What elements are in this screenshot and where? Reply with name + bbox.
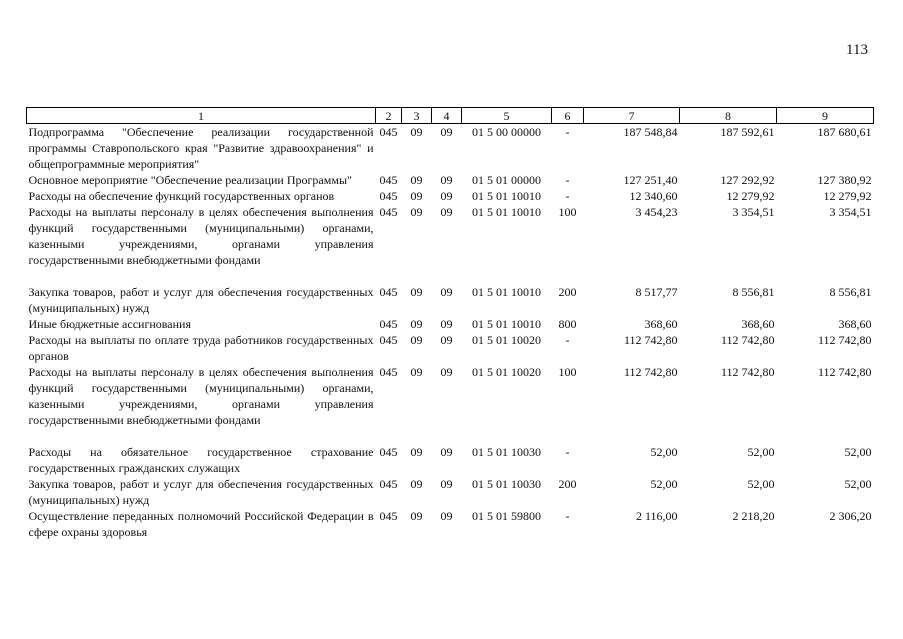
row-value-cell: 112 742,80 bbox=[817, 365, 872, 379]
row-value-cell: - bbox=[565, 445, 570, 459]
row-value-cell: 045 bbox=[379, 125, 398, 139]
table-row bbox=[27, 332, 874, 364]
row-value-cell: 12 279,92 bbox=[726, 189, 775, 203]
row-value-cell: 52,00 bbox=[844, 445, 872, 459]
table-body bbox=[27, 124, 874, 541]
row-value-cell: 045 bbox=[379, 445, 398, 459]
column-header: 2 bbox=[376, 108, 402, 124]
row-spacer bbox=[27, 428, 874, 444]
row-value-cell: 52,00 bbox=[650, 477, 678, 491]
row-value-cell: 01 5 01 00000 bbox=[472, 173, 541, 187]
row-value-cell: 09 bbox=[440, 317, 453, 331]
row-value-cell: 01 5 01 10010 bbox=[472, 285, 541, 299]
row-value-cell: 09 bbox=[440, 205, 453, 219]
row-value-cell: 100 bbox=[558, 365, 577, 379]
row-value-cell: 127 292,92 bbox=[720, 173, 775, 187]
table-row bbox=[27, 172, 874, 188]
spacer-cell bbox=[27, 268, 874, 284]
row-value-cell: 09 bbox=[410, 333, 423, 347]
table-row bbox=[27, 124, 874, 173]
table-row bbox=[27, 316, 874, 332]
row-value-cell: 112 742,80 bbox=[817, 333, 872, 347]
row-value-cell: 01 5 01 10020 bbox=[472, 333, 541, 347]
row-value-cell: - bbox=[565, 509, 570, 523]
column-header: 8 bbox=[680, 108, 777, 124]
row-name-cell: Расходы на выплаты персоналу в целях обеспечения выполнения функций государственными (муниципальными) органами, казенными учреждениями, органами управления государственными внебюджетными фондами bbox=[28, 205, 374, 267]
row-value-cell: 09 bbox=[410, 365, 423, 379]
table-row bbox=[27, 204, 874, 268]
row-name-cell: Закупка товаров, работ и услуг для обеспечения государственных (муниципальных) нужд bbox=[28, 285, 374, 315]
row-value-cell: - bbox=[565, 125, 570, 139]
table-row bbox=[27, 508, 874, 540]
row-value-cell: 112 742,80 bbox=[720, 365, 775, 379]
row-value-cell: 52,00 bbox=[650, 445, 678, 459]
row-value-cell: 045 bbox=[379, 509, 398, 523]
row-value-cell: 09 bbox=[410, 477, 423, 491]
row-value-cell: 01 5 00 00000 bbox=[472, 125, 541, 139]
row-value-cell: 09 bbox=[440, 285, 453, 299]
row-value-cell: 09 bbox=[410, 509, 423, 523]
row-value-cell: 045 bbox=[379, 477, 398, 491]
row-value-cell: 045 bbox=[379, 365, 398, 379]
row-value-cell: 200 bbox=[558, 285, 577, 299]
row-value-cell: 09 bbox=[410, 205, 423, 219]
row-name-cell: Расходы на обеспечение функций государственных органов bbox=[28, 189, 335, 203]
row-value-cell: 8 517,77 bbox=[635, 285, 678, 299]
row-name-cell: Расходы на выплаты по оплате труда работников государственных органов bbox=[28, 333, 374, 363]
row-value-cell: 045 bbox=[379, 333, 398, 347]
row-value-cell: 52,00 bbox=[747, 445, 775, 459]
row-name-cell: Основное мероприятие "Обеспечение реализации Программы" bbox=[28, 173, 352, 187]
row-spacer bbox=[27, 268, 874, 284]
row-value-cell: 3 354,51 bbox=[829, 205, 872, 219]
row-value-cell: 09 bbox=[410, 285, 423, 299]
row-value-cell: 187 548,84 bbox=[623, 125, 678, 139]
row-value-cell: 09 bbox=[410, 189, 423, 203]
row-value-cell: 09 bbox=[440, 445, 453, 459]
row-value-cell: 3 354,51 bbox=[732, 205, 775, 219]
row-value-cell: 112 742,80 bbox=[623, 333, 678, 347]
row-value-cell: 12 279,92 bbox=[823, 189, 872, 203]
row-value-cell: 09 bbox=[440, 365, 453, 379]
row-value-cell: 368,60 bbox=[644, 317, 678, 331]
table-row bbox=[27, 476, 874, 508]
spacer-cell bbox=[27, 428, 874, 444]
table-row bbox=[27, 444, 874, 476]
row-value-cell: 09 bbox=[410, 125, 423, 139]
row-value-cell: 200 bbox=[558, 477, 577, 491]
column-header: 3 bbox=[402, 108, 432, 124]
row-value-cell: - bbox=[565, 189, 570, 203]
budget-table bbox=[26, 107, 874, 540]
row-value-cell: 09 bbox=[440, 333, 453, 347]
row-value-cell: 09 bbox=[440, 477, 453, 491]
row-value-cell: 8 556,81 bbox=[829, 285, 872, 299]
row-value-cell: 112 742,80 bbox=[720, 333, 775, 347]
row-value-cell: 09 bbox=[440, 173, 453, 187]
row-value-cell: - bbox=[565, 173, 570, 187]
row-name-cell: Иные бюджетные ассигнования bbox=[28, 317, 191, 331]
row-value-cell: 187 592,61 bbox=[720, 125, 775, 139]
row-value-cell: 01 5 01 10020 bbox=[472, 365, 541, 379]
row-value-cell: 045 bbox=[379, 317, 398, 331]
row-value-cell: 09 bbox=[410, 173, 423, 187]
row-value-cell: 09 bbox=[410, 317, 423, 331]
row-value-cell: 045 bbox=[379, 285, 398, 299]
row-value-cell: 127 251,40 bbox=[623, 173, 678, 187]
table-row bbox=[27, 284, 874, 316]
row-value-cell: 01 5 01 10010 bbox=[472, 205, 541, 219]
row-name-cell: Подпрограмма "Обеспечение реализации государственной программы Ставропольского края "Развитие здравоохранения" и общепрограммные мероприятия" bbox=[28, 125, 374, 171]
row-value-cell: 01 5 01 10030 bbox=[472, 477, 541, 491]
row-value-cell: 045 bbox=[379, 205, 398, 219]
row-name-cell: Закупка товаров, работ и услуг для обеспечения государственных (муниципальных) нужд bbox=[28, 477, 374, 507]
row-value-cell: 112 742,80 bbox=[623, 365, 678, 379]
row-value-cell: 01 5 01 10010 bbox=[472, 317, 541, 331]
column-header: 4 bbox=[432, 108, 462, 124]
row-value-cell: 187 680,61 bbox=[817, 125, 872, 139]
row-value-cell: 127 380,92 bbox=[817, 173, 872, 187]
row-name-cell: Расходы на обязательное государственное страхование государственных гражданских служащих bbox=[28, 445, 374, 475]
row-value-cell: 368,60 bbox=[741, 317, 775, 331]
row-value-cell: 368,60 bbox=[838, 317, 872, 331]
table-row bbox=[27, 364, 874, 428]
row-value-cell: 12 340,60 bbox=[629, 189, 678, 203]
header-row bbox=[27, 108, 874, 124]
row-value-cell: - bbox=[565, 333, 570, 347]
row-value-cell: 52,00 bbox=[747, 477, 775, 491]
row-value-cell: 09 bbox=[440, 125, 453, 139]
column-header: 5 bbox=[462, 108, 552, 124]
row-value-cell: 01 5 01 10010 bbox=[472, 189, 541, 203]
row-value-cell: 2 218,20 bbox=[732, 509, 775, 523]
row-value-cell: 01 5 01 59800 bbox=[472, 509, 541, 523]
row-value-cell: 01 5 01 10030 bbox=[472, 445, 541, 459]
column-header: 7 bbox=[584, 108, 680, 124]
row-value-cell: 2 116,00 bbox=[635, 509, 678, 523]
row-value-cell: 09 bbox=[410, 445, 423, 459]
row-name-cell: Расходы на выплаты персоналу в целях обеспечения выполнения функций государственными (муниципальными) органами, казенными учреждениями, органами управления государственными внебюджетными фондами bbox=[28, 365, 374, 427]
column-header: 1 bbox=[27, 108, 376, 124]
column-header: 9 bbox=[777, 108, 874, 124]
row-value-cell: 800 bbox=[558, 317, 577, 331]
row-value-cell: 52,00 bbox=[844, 477, 872, 491]
row-value-cell: 100 bbox=[558, 205, 577, 219]
page-number: 113 bbox=[846, 42, 868, 58]
row-value-cell: 045 bbox=[379, 189, 398, 203]
row-name-cell: Осуществление переданных полномочий Российской Федерации в сфере охраны здоровья bbox=[28, 509, 374, 539]
table-row bbox=[27, 188, 874, 204]
row-value-cell: 09 bbox=[440, 189, 453, 203]
row-value-cell: 09 bbox=[440, 509, 453, 523]
row-value-cell: 045 bbox=[379, 173, 398, 187]
row-value-cell: 8 556,81 bbox=[732, 285, 775, 299]
row-value-cell: 3 454,23 bbox=[635, 205, 678, 219]
column-header: 6 bbox=[552, 108, 584, 124]
row-value-cell: 2 306,20 bbox=[829, 509, 872, 523]
